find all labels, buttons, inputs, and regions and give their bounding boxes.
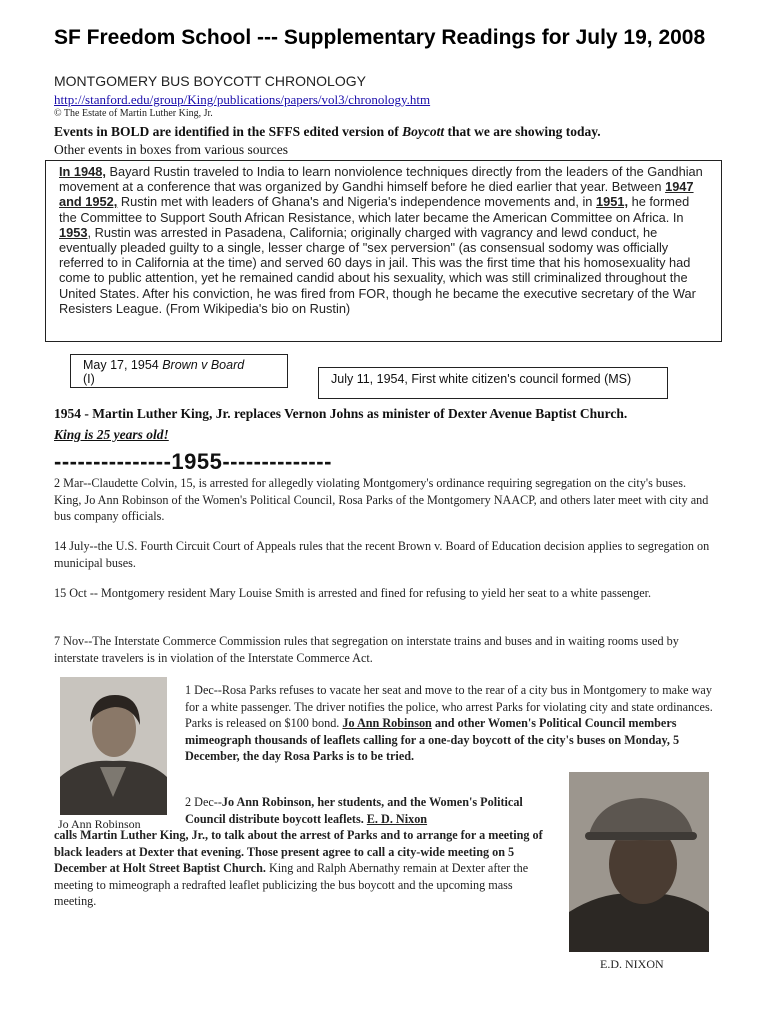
source-link[interactable]: http://stanford.edu/group/King/publications/papers/vol3/chronology.htm [54, 92, 431, 107]
king-age-note: King is 25 years old! [54, 427, 169, 442]
event-dec-1: 1 Dec--Rosa Parks refuses to vacate her seat and move to the rear of a city bus in Montgomery to make way for a white passenger. The driver notifies the police, who arrest Parks for violating city and state ordinances. Parks is released on $100 bond. Jo Ann Robinson and other Women's Political Council members mimeograph thousands of leaflets calling for a one-day boycott of the city's buses on Monday, 5 December, the day Rosa Parks is to be tried. [185, 683, 713, 763]
year-divider: ---------------1955-------------- [54, 449, 332, 474]
boxes-note: Other events in boxes from various sources [54, 142, 288, 157]
event-nov-7: 7 Nov--The Interstate Commerce Commission rules that segregation on interstate trains and buses and in waiting rooms used by interstate travelers is in violation of the Interstate Commerce Act. [54, 634, 679, 665]
subtitle: MONTGOMERY BUS BOYCOTT CHRONOLOGY [54, 73, 366, 89]
robinson-caption: Jo Ann Robinson [58, 817, 141, 831]
event-dec-2-head: 2 Dec--Jo Ann Robinson, her students, and the Women's Political Council distribute boycott leaflets. E. D. Nixon [185, 795, 523, 826]
mlk-event: 1954 - Martin Luther King, Jr. replaces Vernon Johns as minister of Dexter Avenue Baptist Church. [54, 406, 628, 421]
event-dec-2-body: calls Martin Luther King, Jr., to talk about the arrest of Parks and to arrange for a meeting of black leaders at Dexter that evening. Those present agree to call a city-wide meeting on 5 December at Holt Street Baptist Church. King and Ralph Abernathy remain at Dexter after the meeting to mimeograph a redrafted leaflet publicizing the bus boycott and the upcoming mass meeting. [54, 828, 543, 908]
event-jul-14: 14 July--the U.S. Fourth Circuit Court of Appeals rules that the recent Brown v. Board of Education decision applies to segregation on municipal buses. [54, 539, 710, 570]
jo-ann-robinson-photo [60, 677, 167, 815]
nixon-caption: E.D. NIXON [600, 957, 664, 971]
ed-nixon-photo [569, 772, 709, 952]
brown-v-board-box: May 17, 1954 Brown v Board (I) [70, 354, 288, 388]
event-mar-2: 2 Mar--Claudette Colvin, 15, is arrested for allegedly violating Montgomery's ordinance requiring segregation on the city's buses. King, Jo Ann Robinson of the Women's Political Council, Rosa Parks of the Montgomery NAACP, and others later meet with city and bus company officials. [54, 476, 709, 523]
page-title: SF Freedom School --- Supplementary Readings for July 19, 2008 [54, 26, 706, 49]
citizens-council-box: July 11, 1954, First white citizen's council formed (MS) [318, 367, 668, 399]
copyright-note: © The Estate of Martin Luther King, Jr. [54, 108, 213, 119]
rustin-box: In 1948, Bayard Rustin traveled to India to learn nonviolence techniques directly from the leaders of the Gandhian movement at a conference that was organized by Gandhi himself before he died earlier that year. Between 1947 and 1952, Rustin met with leaders of Ghana's and Nigeria's independence movements and, in 1951, he formed the Committee to Support South African Resistance, which later became the American Committee on Africa. In 1953, Rustin was arrested in Pasadena, California; originally charged with vagrancy and lewd conduct, he eventually pleaded guilty to a single, lesser charge of "sex perversion" (as consensual sodomy was officially referred to in California at the time) and served 60 days in jail. This was the first time that his homosexuality had come to public attention, yet he remained candid about his sexuality, which was still criminalized throughout the United States. After his conviction, he was fired from FOR, though he became the executive secretary of the War Resisters League. (From Wikipedia's bio on Rustin) [45, 160, 722, 342]
bold-note: Events in BOLD are identified in the SFFS edited version of Boycott that we are showing today. [54, 124, 601, 139]
event-oct-15: 15 Oct -- Montgomery resident Mary Louise Smith is arrested and fined for refusing to yield her seat to a white passenger. [54, 586, 652, 600]
